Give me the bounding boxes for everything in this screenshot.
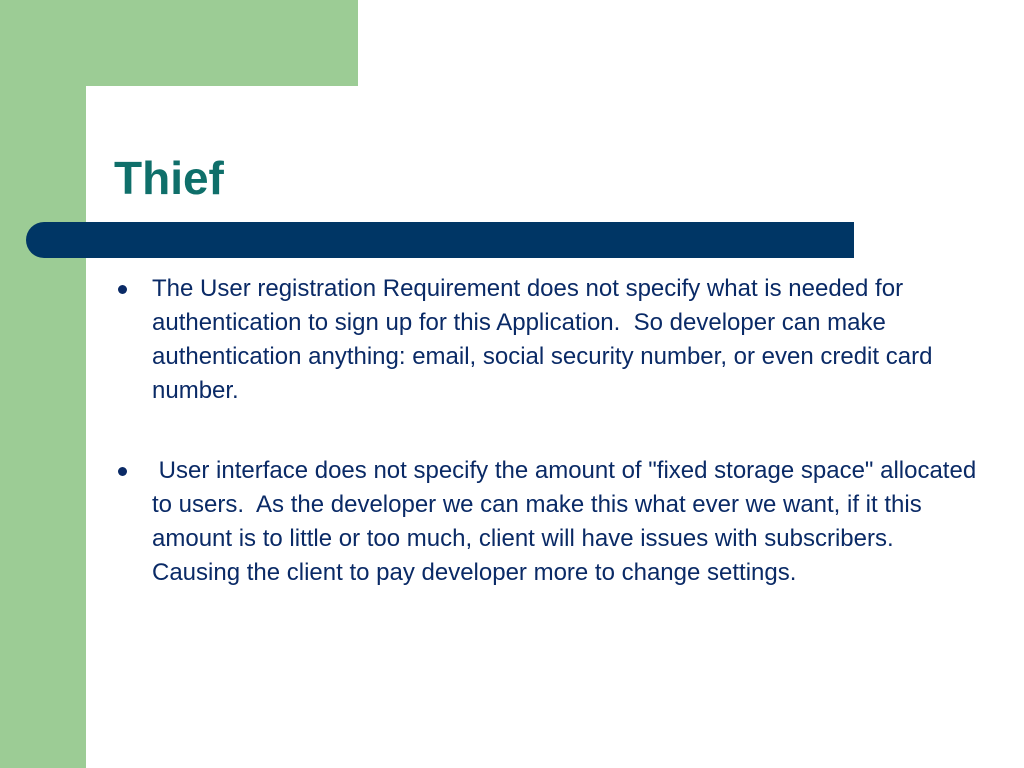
list-item [118,454,983,590]
bullet-text: The User registration Requirement does not specify what is needed for authentication to sign up for this Application. So developer can make authentication anything: email, social security number, or even credit card number. [152,275,940,404]
bullet-icon [118,285,127,294]
left-accent-strip [0,0,86,768]
bullet-icon [118,467,127,476]
top-accent-block [0,0,358,86]
bullet-list [118,272,983,590]
title-divider-bar [26,222,854,258]
bullet-text: User interface does not specify the amount of "fixed storage space" allocated to users. As the developer we can make this what ever we want, if it this amount is to little or too much, client will have issues with subscribers. Causing the client to pay developer more to change settings. [152,457,983,586]
list-item [118,272,978,408]
slide-title: Thief [114,152,224,204]
